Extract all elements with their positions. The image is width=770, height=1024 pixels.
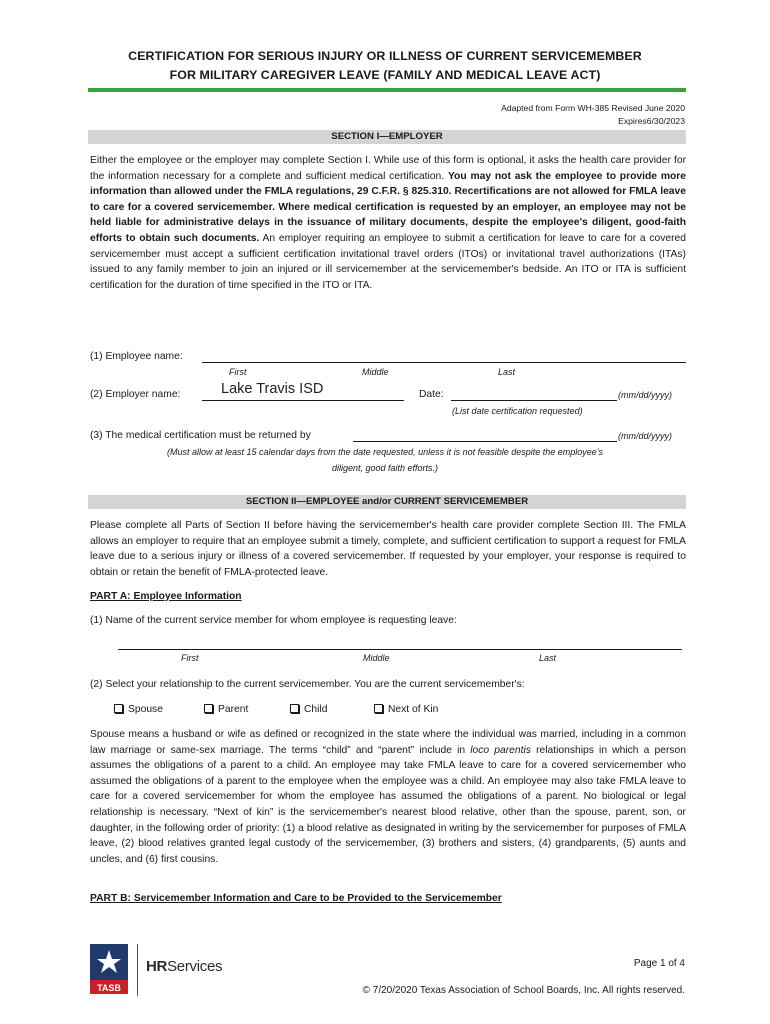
employee-name-label: (1) Employee name: bbox=[90, 351, 183, 362]
date-label: Date: bbox=[419, 389, 444, 400]
logo-text: TASB bbox=[97, 983, 121, 993]
employer-name-label: (2) Employer name: bbox=[90, 389, 181, 400]
footer-divider bbox=[137, 944, 138, 996]
tasb-logo-icon bbox=[90, 944, 128, 994]
relationship-definitions: Spouse means a husband or wife as defined or recognized in the state where the individual was married, including in a common law marriage or same-sex marriage. The terms “child” and “parent” include in loco parentis relationships in which a person assumes the obligations of a parent to a child. An employee may take FMLA leave to care for a covered servicemember who assumed the obligations of a parent to the employee when the employee was a child. An employee may also take FMLA leave to care for a covered servicemember for whom the employee has assumed the obligations of a parent. No biological or legal relationship is necessary. “Next of kin” is the servicemember's nearest blood relative, other than the spouse, parent, son, or daughter, in the following order of priority: (1) a blood relative as designated in writing by the servicemember for purposes of FMLA leave, (2) blood relatives granted legal custody of the servicemember, (3) brothers and sisters, (4) grandparents, (5) aunts and uncles, and (6) first cousins. bbox=[90, 729, 686, 865]
employee-last-caption: Last bbox=[498, 367, 516, 377]
section-2-heading: SECTION II—EMPLOYEE and/or CURRENT SERVICEMEMBER bbox=[88, 495, 686, 509]
option-next-of-kin[interactable]: Next of Kin bbox=[374, 704, 438, 715]
date-hint: (List date certification requested) bbox=[452, 406, 583, 416]
return-by-hint-1: (Must allow at least 15 calendar days from the date requested, unless it is not feasible despite the employee's bbox=[167, 447, 603, 457]
adapted-note: Adapted from Form WH-385 Revised June 2020 bbox=[501, 103, 685, 113]
employee-first-caption: First bbox=[229, 367, 247, 377]
title-rule bbox=[88, 88, 686, 92]
relationship-label: (2) Select your relationship to the current servicemember. You are the current servicemember's: bbox=[90, 679, 525, 690]
servicemember-name-label: (1) Name of the current service member for whom employee is requesting leave: bbox=[90, 615, 457, 626]
servicemember-name-field[interactable] bbox=[118, 637, 682, 650]
part-b-heading: PART B: Servicemember Information and Care to be Provided to the Servicemember bbox=[90, 893, 502, 904]
date-field[interactable] bbox=[451, 388, 617, 401]
option-parent[interactable]: Parent bbox=[204, 704, 248, 715]
return-by-field[interactable] bbox=[353, 429, 617, 442]
employee-middle-caption: Middle bbox=[362, 367, 389, 377]
employee-name-field[interactable] bbox=[202, 350, 686, 363]
page-number: Page 1 of 4 bbox=[633, 958, 685, 969]
expires-note: Expires6/30/2023 bbox=[618, 116, 685, 126]
part-a-heading: PART A: Employee Information bbox=[90, 591, 242, 602]
option-spouse[interactable]: Spouse bbox=[114, 704, 163, 715]
checkbox-icon bbox=[204, 704, 213, 713]
checkbox-icon bbox=[114, 704, 123, 713]
checkbox-icon bbox=[290, 704, 299, 713]
section-2-intro: Please complete all Parts of Section II before having the servicemember's health care provider complete Section III. The FMLA allows an employer to require that an employee submit a timely, complete, and sufficient certification to support a request for FMLA leave due to a serious injury or illness of a covered servicemember. If requested by your employer, your response is required to obtain or retain the benefit of FMLA-protected leave. bbox=[90, 520, 686, 578]
return-by-hint-2: diligent, good faith efforts.) bbox=[331, 463, 439, 473]
form-title-line-2: FOR MILITARY CAREGIVER LEAVE (FAMILY AND MEDICAL LEAVE ACT) bbox=[169, 68, 601, 82]
section-1-intro: Either the employee or the employer may complete Section I. While use of this form is optional, it asks the health care provider for the information necessary for a complete and sufficient medical certification. You may not ask the employee to provide more information than allowed under the FMLA regulations, 29 C.F.R. § 825.310. Recertifications are not allowed for FMLA leave to care for a covered servicemember. Where medical certification is requested by an employer, an employee may not be held liable for administrative delays in the issuance of military documents, despite the employee's diligent, good-faith efforts to obtain such documents. An employer requiring an employee to submit a certification for leave to care for a covered servicemember must accept a sufficient certification invitational travel orders (ITOs) or invitational travel authorizations (ITAs) issued to any family member to join an injured or ill servicemember at the servicemember's bedside. An ITO or ITA is sufficient certification for the duration of time specified in the ITO or ITA. bbox=[90, 155, 686, 291]
date-format: (mm/dd/yyyy) bbox=[618, 390, 672, 400]
sm-middle-caption: Middle bbox=[363, 653, 390, 663]
sm-first-caption: First bbox=[181, 653, 199, 663]
option-child[interactable]: Child bbox=[290, 704, 327, 715]
form-title-line-1: CERTIFICATION FOR SERIOUS INJURY OR ILLNESS OF CURRENT SERVICEMEMBER bbox=[128, 49, 642, 63]
sm-last-caption: Last bbox=[539, 653, 557, 663]
hr-services-brand: HRServices bbox=[146, 958, 223, 975]
checkbox-icon bbox=[374, 704, 383, 713]
return-by-label: (3) The medical certification must be returned by bbox=[90, 430, 311, 441]
return-by-format: (mm/dd/yyyy) bbox=[618, 431, 672, 441]
copyright: © 7/20/2020 Texas Association of School Boards, Inc. All rights reserved. bbox=[362, 985, 685, 996]
section-1-heading: SECTION I—EMPLOYER bbox=[88, 130, 686, 144]
employer-name-value: Lake Travis ISD bbox=[221, 381, 324, 397]
